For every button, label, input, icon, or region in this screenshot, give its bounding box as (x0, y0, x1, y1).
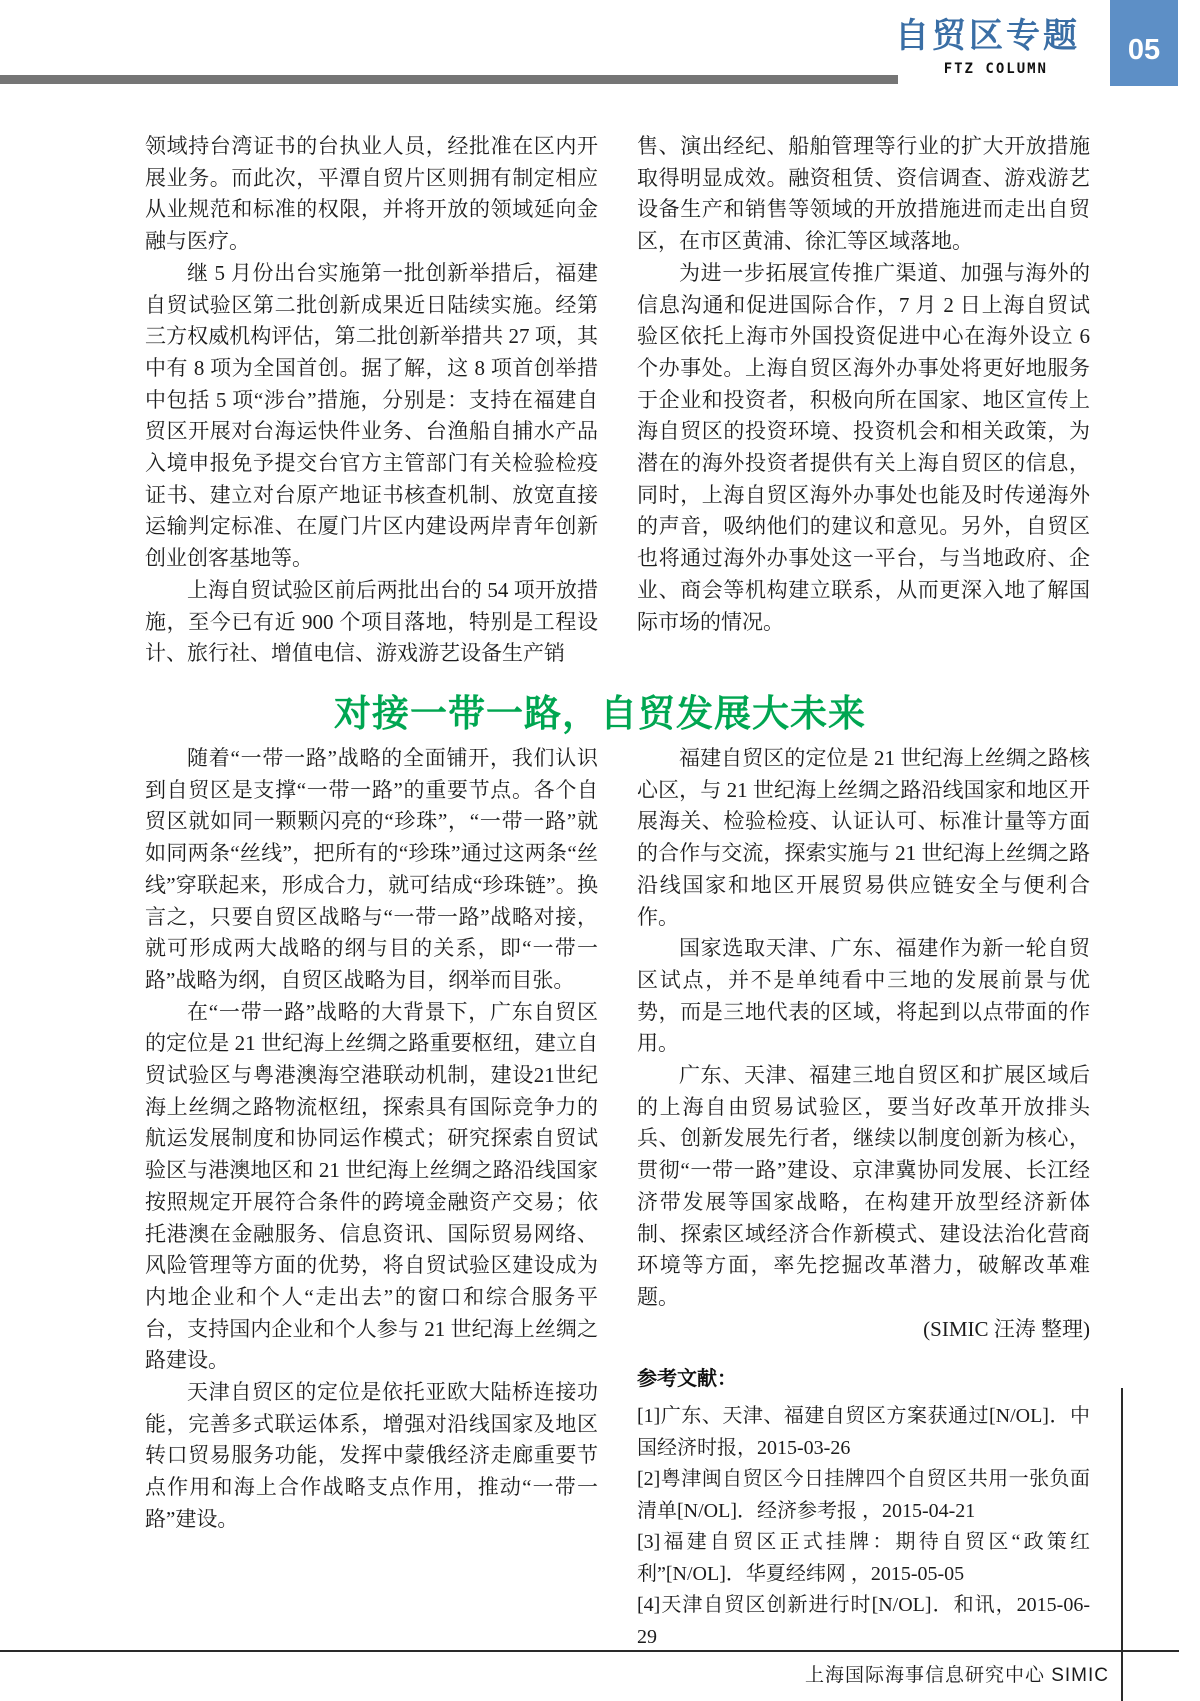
references-heading: 参考文献： (637, 1368, 737, 1391)
reference-item: [4]天津自贸区创新进行时[N/OL]．和讯，2015-06-29 (637, 1594, 1090, 1648)
article2-headline: 对接一带一路，自贸发展大未来 (334, 693, 866, 734)
paragraph: 继 5 月份出台实施第一批创新举措后，福建自贸试验区第二批创新成果近日陆续实施。经第三方权威机构评估，第二批创新举措共 27 项，其中有 8 项为全国首创。据了解，这 8 项首创举措中包括 5 项“涉台”措施，分别是：支持在福建自贸区开展对台海运快件业务、台渔船自捕水产品入境申报免予提交台官方主管部门有关检验检疫证书、建立对台原产地证书核查机制、放宽直接运输判定标准、在厦门片区内建设两岸青年创新创业创客基地等。 (145, 260, 598, 571)
reference-item: [1]广东、天津、福建自贸区方案获通过[N/OL]．中国经济时报，2015-03-26 (637, 1405, 1090, 1459)
page-number-badge: 05 (1110, 0, 1178, 86)
article1-left-column (145, 131, 598, 670)
paragraph: 国家选取天津、广东、福建作为新一轮自贸区试点，并不是单纯看中三地的发展前景与优势，而是三地代表的区域，将起到以点带面的作用。 (637, 936, 1090, 1056)
article2-right-column (637, 743, 1090, 1653)
paragraph: 福建自贸区的定位是 21 世纪海上丝绸之路核心区，与 21 世纪海上丝绸之路沿线国家和地区开展海关、检验检疫、认证认可、标准计量等方面的合作与交流，探索实施与 21 世纪海上丝绸之路沿线国家和地区开展贸易供应链安全与便利合作。 (637, 746, 1090, 929)
column-title-cn: 自贸区专题 (895, 17, 1080, 55)
paragraph: 为进一步拓展宣传推广渠道、加强与海外的信息沟通和促进国际合作，7 月 2 日上海自贸试验区依托上海市外国投资促进中心在海外设立 6 个办事处。上海自贸区海外办事处将更好地服务于企业和投资者，积极向所在国家、地区宣传上海自贸区的投资环境、投资机会和相关政策，为潜在的海外投资者提供有关上海自贸区的信息，同时，上海自贸区海外办事处也能及时传递海外的声音，吸纳他们的建议和意见。另外，自贸区也将通过海外办事处这一平台，与当地政府、企业、商会等机构建立联系，从而更深入地了解国际市场的情况。 (637, 260, 1090, 634)
footer-rule (0, 1650, 1179, 1652)
paragraph: 广东、天津、福建三地自贸区和扩展区域后的上海自由贸易试验区，要当好改革开放排头兵、创新发展先行者，继续以制度创新为核心，贯彻“一带一路”建设、京津冀协同发展、长江经济带发展等国家战略，在构建开放型经济新体制、探索区域经济合作新模式、建设法治化营商环境等方面，率先挖掘改革潜力，破解改革难题。 (637, 1063, 1090, 1309)
reference-item: [2]粤津闽自贸区今日挂牌四个自贸区共用一张负面清单[N/OL]．经济参考报 ，2015-04-21 (637, 1468, 1090, 1522)
references-list (637, 1401, 1090, 1653)
article2-left-column (145, 743, 598, 1536)
paragraph: 上海自贸试验区前后两批出台的 54 项开放措施，至今已有近 900 个项目落地，特别是工程设计、旅行社、增值电信、游戏游艺设备生产销 (145, 577, 598, 666)
reference-item: [3]福建自贸区正式挂牌：期待自贸区“政策红利”[N/OL]．华夏经纬网 ，2015-05-05 (637, 1531, 1090, 1585)
paragraph: 随着“一带一路”战略的全面铺开，我们认识到自贸区是支撑“一带一路”的重要节点。各个自贸区就如同一颗颗闪亮的“珍珠”，“一带一路”就如同两条“丝线”，把所有的“珍珠”通过这两条“丝线”穿联起来，形成合力，就可结成“珍珠链”。换言之，只要自贸区战略与“一带一路”战略对接，就可形成两大战略的纲与目的关系，即“一带一路”战略为纲，自贸区战略为目，纲举而目张。 (145, 746, 598, 992)
footer-publisher: 上海国际海事信息研究中心 SIMIC (804, 1665, 1109, 1686)
paragraph: 领域持台湾证书的台执业人员，经批准在区内开展业务。而此次，平潭自贸片区则拥有制定相应从业规范和标准的权限，并将开放的领域延向金融与医疗。 (145, 134, 598, 254)
byline: (SIMIC 汪涛 整理) (923, 1316, 1090, 1341)
column-title-en: FTZ COLUMN (943, 61, 1048, 77)
paragraph: 售、演出经纪、船舶管理等行业的扩大开放措施取得明显成效。融资租赁、资信调查、游戏游艺设备生产和销售等领域的开放措施进而走出自贸区，在市区黄浦、徐汇等区域落地。 (637, 134, 1090, 254)
paragraph: 在“一带一路”战略的大背景下，广东自贸区的定位是 21 世纪海上丝绸之路重要枢纽，建立自贸试验区与粤港澳海空港联动机制，建设21世纪海上丝绸之路物流枢纽，探索具有国际竞争力的航运发展制度和协同运作模式；研究探索自贸试验区与港澳地区和 21 世纪海上丝绸之路沿线国家按照规定开展符合条件的跨境金融资产交易；依托港澳在金融服务、信息资讯、国际贸易网络、风险管理等方面的优势，将自贸试验区建设成为内地企业和个人“走出去”的窗口和综合服务平台，支持国内企业和个人参与 21 世纪海上丝绸之路建设。 (145, 999, 598, 1373)
paragraph: 天津自贸区的定位是依托亚欧大陆桥连接功能，完善多式联运体系，增强对沿线国家及地区转口贸易服务功能，发挥中蒙俄经济走廊重要节点作用和海上合作战略支点作用，推动“一带一路”建设。 (145, 1380, 598, 1531)
article1-right-column (637, 131, 1090, 638)
footer-vertical-rule (1121, 1388, 1123, 1701)
